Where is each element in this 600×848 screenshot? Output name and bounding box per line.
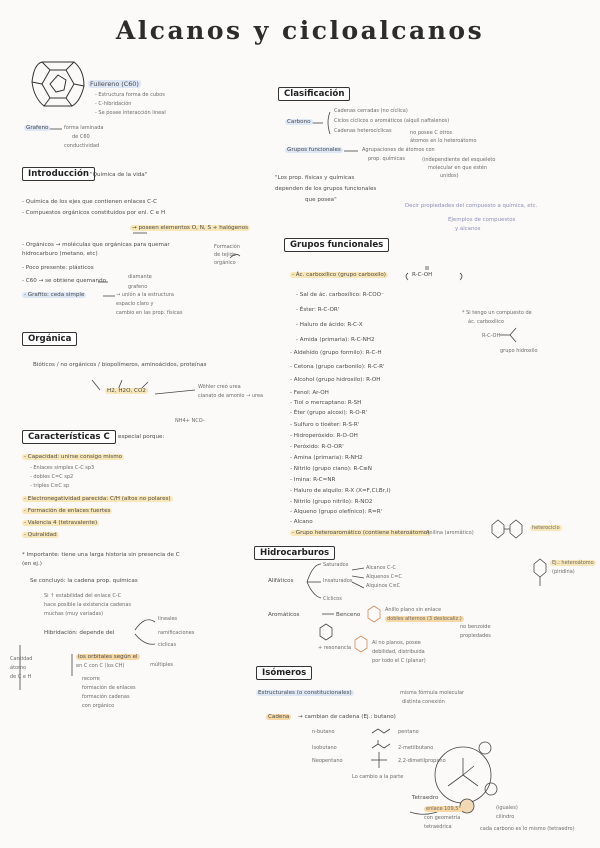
- gf-item-9: - Fenol: Ar-OH: [290, 390, 329, 396]
- caract-line-8: - Quiralidad: [24, 532, 57, 538]
- gf-item-5: - Amida (primaria): R-C-NH2: [296, 337, 375, 343]
- clas-grupos-desc-2: prop. químicas: [368, 156, 405, 162]
- iso-tetra-right-1: (iguales): [496, 805, 518, 811]
- imp-line-7: Hibridación: depende del: [44, 630, 115, 636]
- gf-item-14: - Peróxido: R-O-OR': [290, 444, 344, 450]
- section-introduccion: Introducción: [22, 167, 95, 181]
- iso-right-name-2: 2-metilbutano: [398, 745, 434, 751]
- iso-right-name-3: 2,2-dimetilpropano: [398, 758, 446, 764]
- hc-sat-item-1: Alcanos C-C: [366, 565, 396, 571]
- gf-ester-note-1: * Si tengo un compuesto de: [462, 310, 532, 316]
- clas-quote-2: dependen de los grupos funcionales: [275, 186, 377, 192]
- imp-line-13: con orgánico: [82, 703, 115, 709]
- intro-line-2: - Compuestos orgánicos constituidos por enl. C e H: [22, 210, 166, 216]
- intro-line-10: espacio claro y: [116, 301, 154, 307]
- fullereno-line-3: - Se posee interacción lineal: [95, 110, 166, 116]
- imp-line-12: formación cadenas: [82, 694, 130, 700]
- gf-item-8: - Alcohol (grupo hidroxilo): R-OH: [290, 377, 381, 383]
- gf-item-11: - Éter (grupo alcoxi): R-O-R': [290, 410, 368, 416]
- grafeno-line-2: de C60: [72, 134, 90, 140]
- iso-tetra-desc-2: con geometría: [424, 815, 461, 821]
- intro-line-1: - Química de los ejes que contienen enlaces C-C: [22, 199, 158, 205]
- iso-cadena: Cadena: [268, 714, 290, 720]
- imp-right-1: lineales: [158, 616, 178, 622]
- caracteristicas-subtitle: especial porque:: [118, 434, 165, 440]
- gf-ester-note-3: R-C-OH: [482, 333, 501, 339]
- caract-line-3: - dobles C=C sp2: [30, 474, 74, 480]
- gf-item-2: - Sal de ác. carboxílico: R-COO⁻: [296, 292, 385, 298]
- clas-grupos-note-2: molecular en que estén: [428, 165, 488, 171]
- imp-line-8: los orbitales según el: [78, 654, 138, 660]
- section-hidrocarburos: Hidrocarburos: [254, 546, 335, 560]
- imp-line-4: Si ↑ estabilidad del enlace C-C: [44, 593, 122, 599]
- gf-hetero-note-1: Ej.: heteroátomo: [552, 560, 594, 566]
- fullereno-line-2: - C-hibridación: [95, 101, 132, 107]
- hc-sat: Saturados: [323, 562, 349, 568]
- gf-item-12: - Sulfuro o tioéter: R-S-R': [290, 422, 360, 428]
- clas-item-3: Cadenas heterocíclicas: [334, 128, 392, 134]
- hc-aromaticos: Aromáticos: [268, 612, 300, 618]
- clas-carbono: Carbono: [287, 119, 311, 125]
- intro-line-9: → unión a la estructura: [116, 292, 174, 298]
- gf-item-20: - Alqueno (grupo olefínico): R=R': [290, 509, 383, 515]
- intro-line-11: cambio en las prop. físicas: [116, 310, 183, 316]
- iso-bottom: cada carbono es lo mismo (tetraedro): [480, 826, 575, 832]
- gf-hetero-label: heterociclo: [532, 525, 560, 531]
- iso-est-desc-2: distinta conexión: [402, 699, 445, 705]
- imp-line-11: formación de enlaces: [82, 685, 136, 691]
- gf-item-4: - Haluro de ácido: R-C-X: [296, 322, 363, 328]
- clas-heter-note-2: átomos en lo heteroátomo: [410, 138, 477, 144]
- grafeno-line-3: conductividad: [64, 143, 100, 149]
- organica-line: Bióticos / no orgánicos / biopolímeros, aminoácidos, proteínas: [33, 362, 207, 368]
- section-isomeros: Isómeros: [256, 666, 312, 680]
- gf-item-3: - Éster: R-C-OR': [296, 307, 340, 313]
- iso-estructurales: Estructurales (o constitucionales): [258, 690, 352, 696]
- section-grupos-funcionales: Grupos funcionales: [284, 238, 389, 252]
- intro-right-note-1: Formación: [214, 244, 241, 250]
- intro-tagline: "Química de la vida": [90, 172, 148, 178]
- intro-right-note-3: orgánico: [214, 260, 236, 266]
- iso-tetraedro: Tetraedro: [412, 795, 439, 801]
- clas-grupos-desc-1: Agrupaciones de átomos con: [362, 147, 435, 153]
- hc-benceno: Benceno: [336, 612, 361, 618]
- intro-small-note-2: grafeno: [128, 284, 148, 290]
- hc-bottom-3: por todo el C (planar): [372, 658, 426, 664]
- gf-item-21: - Alcano: [290, 519, 313, 525]
- clas-grupos-note-1: (independiente del esqueleto: [422, 157, 496, 163]
- hc-ciclicos: Cíclicos: [323, 596, 342, 602]
- page-title: Alcanos y cicloalcanos: [115, 16, 485, 45]
- imp-line-9: en C con C (los CH): [76, 663, 125, 669]
- clas-side-note-1: Decir propiedades del compuesto a química, etc.: [405, 203, 538, 209]
- hc-props-1: no benzoide: [460, 624, 491, 630]
- caract-line-5: - Electronegatividad parecida: C/H (altos no polares): [24, 496, 171, 502]
- gf-item-10: - Tiol o mercaptano: R-SH: [290, 400, 362, 406]
- hc-props-2: propiedades: [460, 633, 491, 639]
- caract-line-7: - Valencia 4 (tetravalente): [24, 520, 98, 526]
- hc-alifaticos: Alifáticos: [268, 578, 294, 584]
- iso-tetra-right-2: cilindro: [496, 814, 515, 820]
- imp-margin-3: de C e H: [10, 674, 32, 680]
- iso-est-desc-1: misma fórmula molecular: [400, 690, 465, 696]
- hc-bottom-2: debilidad, distribuida: [372, 649, 425, 655]
- gf-grupo-label: grupo hidroxilo: [500, 348, 538, 354]
- gf-item-7: - Cetona (grupo carbonilo): R-C-R': [290, 364, 385, 370]
- hc-bottom-1: Al no planos, posee: [372, 640, 421, 646]
- intro-line-4: - Orgánicos → moléculas que orgánicas para quemar: [22, 242, 170, 248]
- imp-right-4: múltiples: [150, 662, 174, 668]
- imp-margin-2: átomo: [10, 665, 27, 671]
- section-clasificacion: Clasificación: [278, 87, 350, 101]
- gf-item-17: - Imina: R-C=NR: [290, 477, 336, 483]
- organica-molecules: H2, H2O, CO2: [107, 388, 146, 394]
- hc-benz-note-1: Anillo plano sin enlace: [385, 607, 442, 613]
- gf-ester-note-2: ác. carboxílico: [468, 319, 504, 325]
- iso-change: Lo cambio a la parte: [352, 774, 404, 780]
- grafeno-label: Grafeno: [26, 125, 49, 131]
- clas-side-note-2: Ejemplos de compuestos: [448, 217, 516, 223]
- hc-resonancia: + resonancia: [318, 645, 352, 651]
- organica-note-1: Wöhler creó urea: [198, 384, 241, 390]
- clas-quote-1: "Los prop. físicas y químicas: [275, 175, 355, 181]
- clas-item-2: Ciclos cíclicos o aromáticos (alquil naftalenos): [334, 118, 450, 124]
- grafeno-line-1: forma laminada: [64, 125, 104, 131]
- fullereno-line-1: - Estructura forma de cubos: [95, 92, 165, 98]
- fullereno-title: Fullereno (C60): [90, 80, 139, 88]
- imp-right-2: ramificaciones: [158, 630, 195, 636]
- intro-line-3: → poseen elementos O, N, S + halógenos: [132, 225, 249, 231]
- gf-item-16: - Nitrilo (grupo ciano): R-C≡N: [290, 466, 372, 472]
- clas-item-1: Cadenas cerradas (no cíclica): [334, 108, 408, 114]
- imp-line-10: recorre: [82, 676, 100, 682]
- iso-right-name-1: pentano: [398, 729, 419, 735]
- clas-grupos: Grupos funcionales: [287, 147, 341, 153]
- caract-line-4: - triples C≡C sp: [30, 483, 70, 489]
- gf-hetero-note-2: (piridina): [552, 569, 575, 575]
- iso-name-1: n-butano: [312, 729, 335, 735]
- hc-sat-item-2: Alquenos C=C: [366, 574, 402, 580]
- hc-sat-item-3: Alquinos C≡C: [366, 583, 401, 589]
- intro-line-7: - C60 → se obtiene quemando: [22, 278, 107, 284]
- imp-line-2: (en ej.): [22, 561, 42, 567]
- intro-small-note-1: diamante: [128, 274, 152, 280]
- intro-line-6: - Poco presente: plásticos: [22, 265, 94, 271]
- intro-line-5: hidrocarburo (metano, etc): [22, 251, 98, 257]
- imp-right-3: cíclicas: [158, 642, 177, 648]
- hc-insat: Insaturados: [323, 578, 353, 584]
- iso-name-2: Isobutano: [312, 745, 337, 751]
- fullerene-icon: [32, 62, 84, 106]
- gf-anilina: Anilina (aromático): [426, 530, 474, 536]
- clas-side-note-3: y alcanos: [455, 226, 481, 232]
- clas-quote-3: que posea": [305, 197, 337, 203]
- intro-line-8: - Grafito: ceda simple: [24, 292, 85, 298]
- caract-line-1: - Capacidad: unirse consigo mismo: [24, 454, 123, 460]
- imp-line-3: Se concluyó: la cadena prop. químicas: [30, 578, 138, 584]
- gf-item-19: - Nitrilo (grupo nitrilo): R-NO2: [290, 499, 373, 505]
- section-caracteristicas: Características C: [22, 430, 116, 444]
- imp-line-1: * Importante: tiene una larga historia sin presencia de C: [22, 552, 180, 558]
- section-organica: Orgánica: [22, 332, 77, 346]
- caract-line-6: - Formación de enlaces fuertes: [24, 508, 111, 514]
- imp-line-6: muchas (muy variadas): [44, 611, 104, 617]
- gf-item-15: - Amina (primaria): R-NH2: [290, 455, 363, 461]
- iso-tetra-desc-1: enlace 109,5°: [426, 806, 461, 812]
- iso-name-3: Neopentano: [312, 758, 343, 764]
- gf-item-1: - Ác. carboxílico (grupo carboxilo): [292, 272, 386, 278]
- clas-grupos-note-3: unidos): [440, 173, 459, 179]
- gf-item-18: - Haluro de alquilo: R-X (X=F,Cl,Br,I): [290, 488, 391, 494]
- gf-item-22: - Grupo heteroaromático (contiene heteroátomo): [292, 530, 430, 536]
- hc-benz-note-2: dobles alternos (3 deslocaliz.): [387, 616, 462, 622]
- imp-margin-1: Cantidad: [10, 656, 33, 662]
- gf-item-13: - Hidroperóxido: R-O-OH: [290, 433, 358, 439]
- gf-carboxilo-formula: R-C-OH: [412, 272, 433, 278]
- organica-note-2: cianato de amonio → urea: [198, 393, 264, 399]
- intro-right-note-2: de tejido: [214, 252, 236, 258]
- imp-line-5: hace posible la existencia cadenas: [44, 602, 131, 608]
- iso-cadena-desc: → cambian de cadena (Ej.: butano): [298, 714, 396, 720]
- caract-line-2: - Enlaces simples C-C sp3: [30, 465, 95, 471]
- iso-tetra-desc-3: tetraédrica: [424, 824, 452, 830]
- clas-heter-note-1: no posee C otros: [410, 130, 453, 136]
- organica-ammonium: NH4+ NCO-: [175, 418, 205, 424]
- gf-item-6: - Aldehído (grupo formilo): R-C-H: [290, 350, 382, 356]
